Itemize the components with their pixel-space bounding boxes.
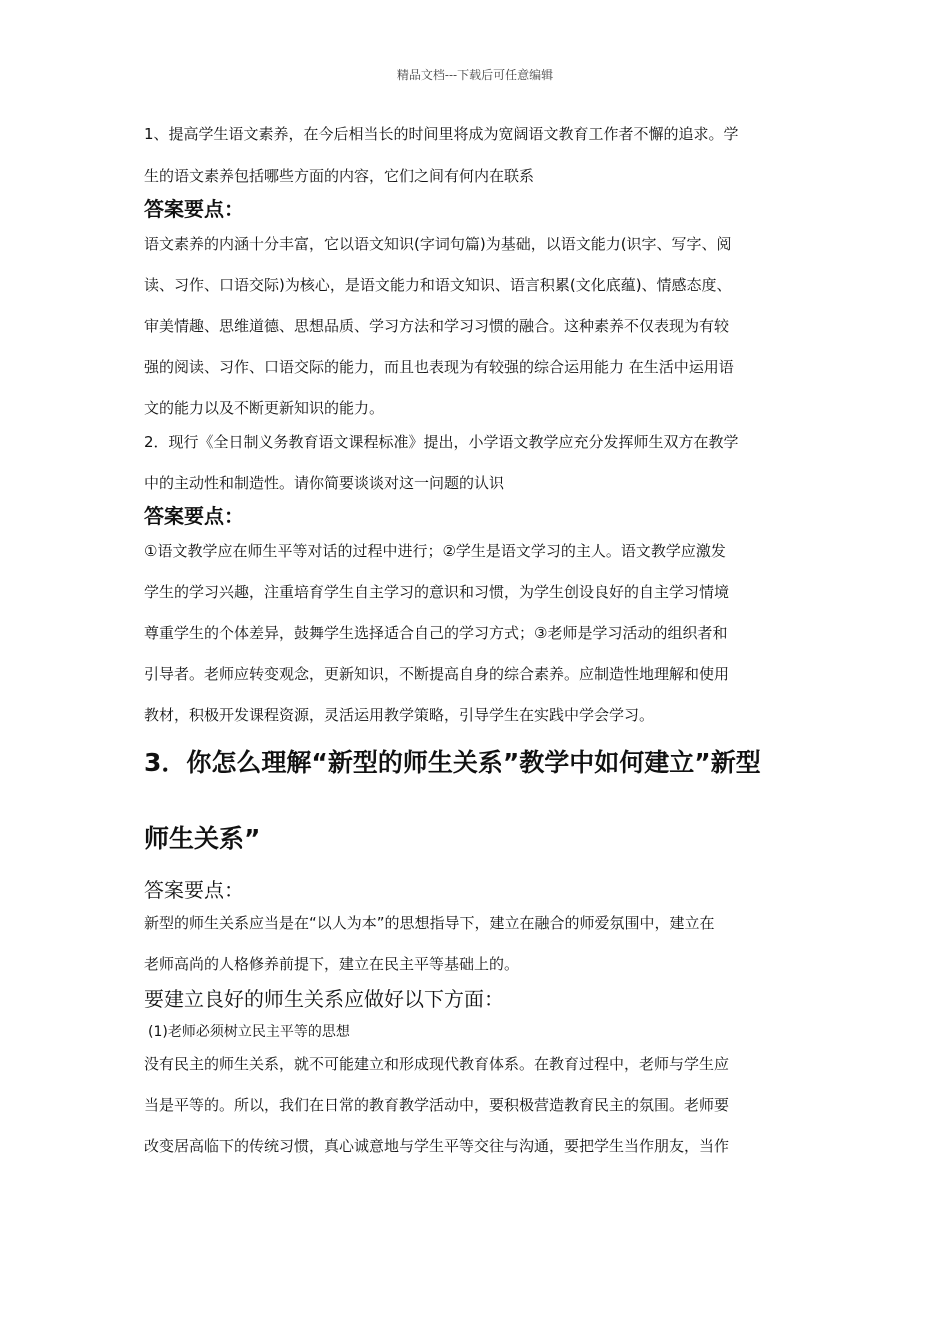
question-2-line-1: 2．现行《全日制义务教育语文课程标准》提出，小学语文教学应充分发挥师生双方在教学 xyxy=(144,433,739,451)
point-1-line-2: 当是平等的。所以，我们在日常的教育教学活动中，要积极营造教育民主的氛围。老师要 xyxy=(144,1096,730,1114)
answer-1-line-3: 审美情趣、思维道德、思想品质、学习方法和学习习惯的融合。这种素养不仅表现为有较 xyxy=(144,317,730,335)
answer-1-line-4: 强的阅读、习作、口语交际的能力，而且也表现为有较强的综合运用能力 在生活中运用语 xyxy=(144,358,734,376)
answer-3-line-1: 新型的师生关系应当是在“以人为本”的思想指导下，建立在融合的师爱氛围中，建立在 xyxy=(144,914,715,932)
point-1-line-3: 改变居高临下的传统习惯，真心诚意地与学生平等交往与沟通，要把学生当作朋友，当作 xyxy=(144,1137,730,1155)
question-3-title-line-2: 师生关系” xyxy=(144,824,261,853)
page-header: 精品文档---下载后可任意编辑 xyxy=(396,68,554,82)
question-3 xyxy=(144,747,809,1156)
question-2 xyxy=(144,432,809,725)
answer-1-line-2: 读、习作、口语交际)为核心，是语文能力和语文知识、语言积累(文化底蕴)、情感态度、 xyxy=(144,276,732,294)
answer-2-line-3: 尊重学生的个体差异，鼓舞学生选择适合自己的学习方式；③老师是学习活动的组织者和 xyxy=(144,624,728,642)
question-1-line-1: 1、提高学生语文素养，在今后相当长的时间里将成为宽阔语文教育工作者不懈的追求。学 xyxy=(144,125,739,143)
answer-heading-1: 答案要点： xyxy=(144,197,244,221)
answer-heading-3: 答案要点： xyxy=(144,878,244,902)
point-1-heading: (1)老师必须树立民主平等的思想 xyxy=(148,1024,350,1040)
subheading: 要建立良好的师生关系应做好以下方面： xyxy=(144,987,504,1011)
answer-1-line-5: 文的能力以及不断更新知识的能力。 xyxy=(144,399,385,417)
question-3-title-line-1: 3．你怎么理解“新型的师生关系”教学中如何建立”新型 xyxy=(144,748,761,777)
point-1-line-1: 没有民主的师生关系，就不可能建立和形成现代教育体系。在教育过程中，老师与学生应 xyxy=(144,1055,730,1073)
answer-2-line-4: 引导者。老师应转变观念，更新知识，不断提高自身的综合素养。应制造性地理解和使用 xyxy=(144,665,730,683)
answer-heading-2: 答案要点： xyxy=(144,504,244,528)
answer-2-line-5: 教材，积极开发课程资源，灵活运用教学策略，引导学生在实践中学会学习。 xyxy=(144,706,655,724)
answer-2-line-1: ①语文教学应在师生平等对话的过程中进行；②学生是语文学习的主人。语文教学应激发 xyxy=(144,542,726,560)
question-1 xyxy=(144,124,809,418)
answer-2-line-2: 学生的学习兴趣，注重培育学生自主学习的意识和习惯，为学生创设良好的自主学习情境 xyxy=(144,583,730,601)
question-2-line-2: 中的主动性和制造性。请你简要谈谈对这一问题的认识 xyxy=(144,474,505,492)
answer-3-line-2: 老师高尚的人格修养前提下，建立在民主平等基础上的。 xyxy=(144,955,520,973)
document-body xyxy=(144,124,809,1156)
answer-1-line-1: 语文素养的内涵十分丰富，它以语文知识(字词句篇)为基础，以语文能力(识字、写字、阅 xyxy=(144,235,732,253)
question-1-line-2: 生的语文素养包括哪些方面的内容，它们之间有何内在联系 xyxy=(144,167,535,185)
